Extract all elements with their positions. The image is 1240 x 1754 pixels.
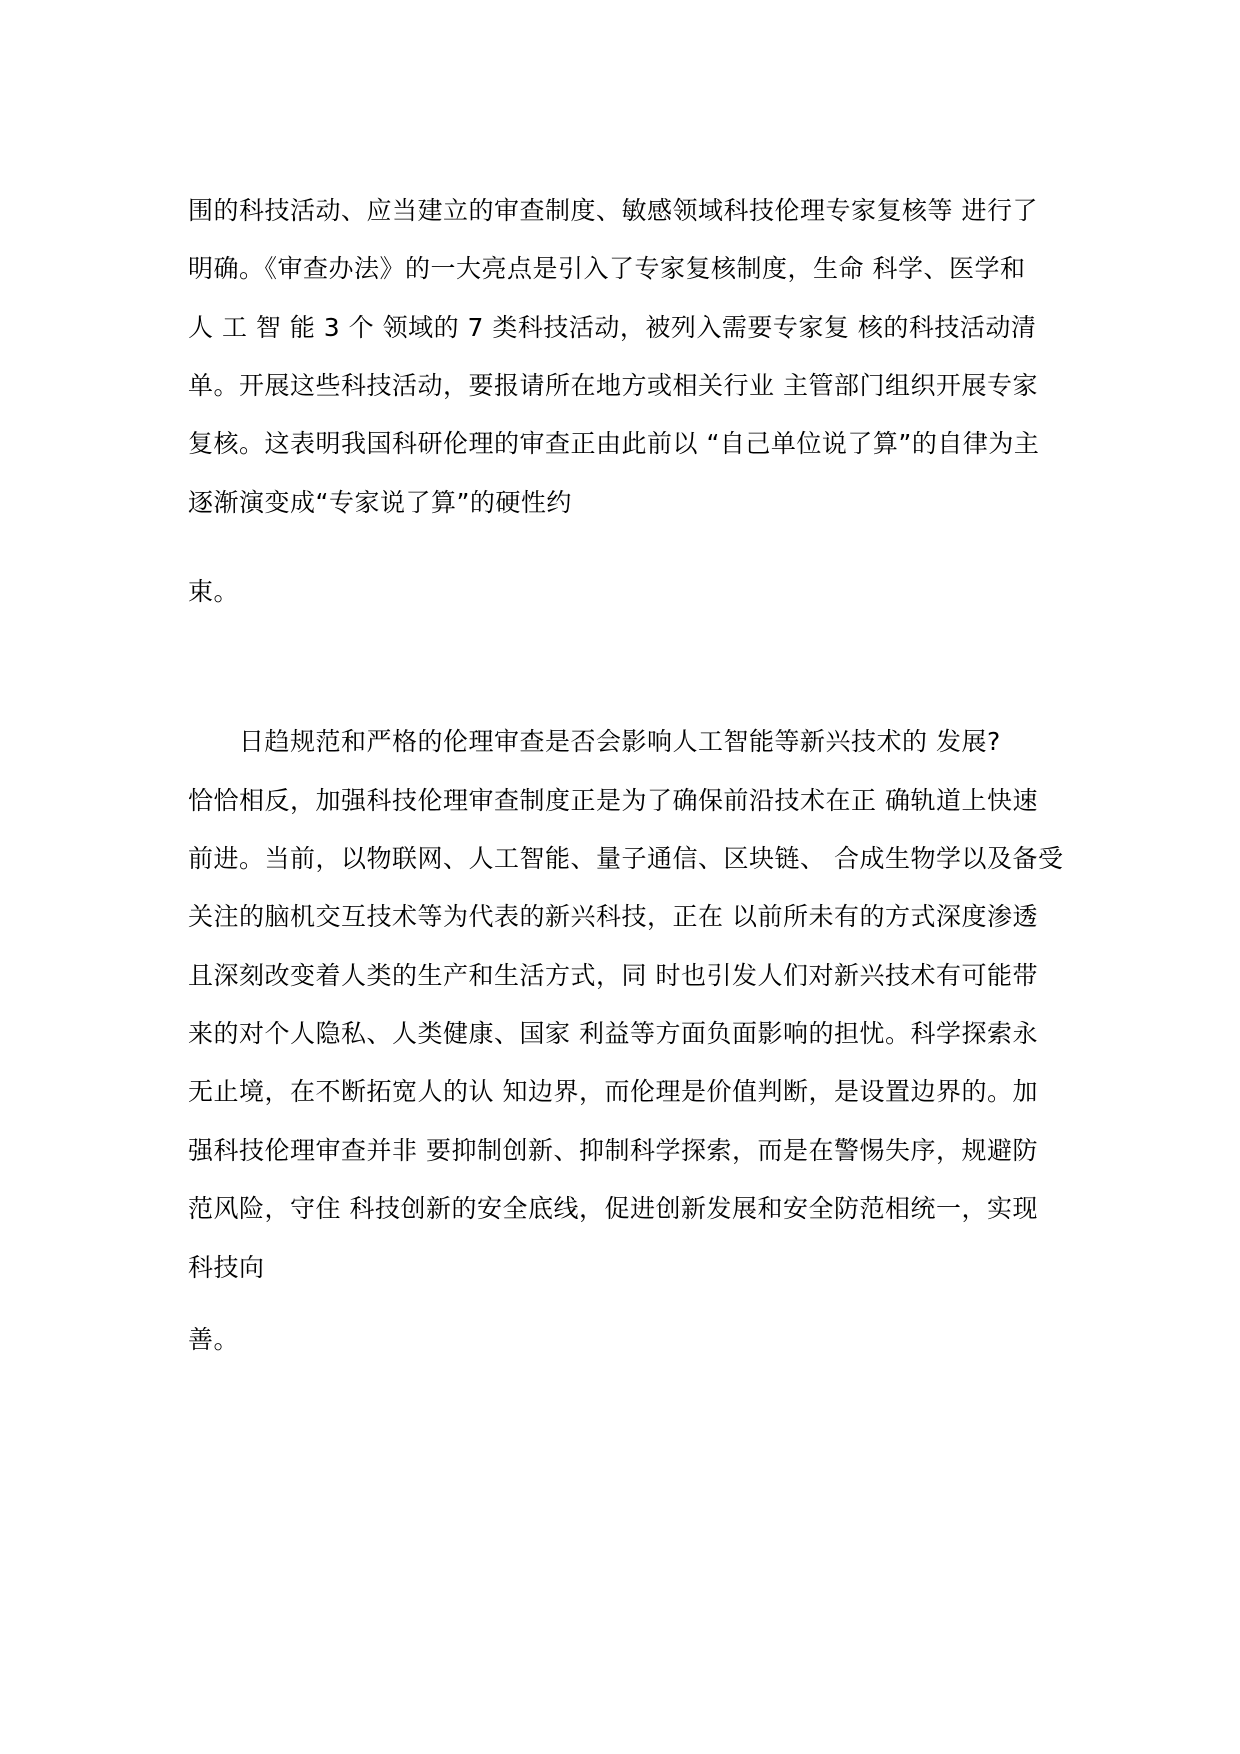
text-line: 科技向: [188, 1253, 265, 1282]
text-line: 强科技伦理审查并非 要抑制创新、抑制科学探索，而是在警惕失序，规避防: [188, 1136, 1038, 1165]
text-line: 明确。《审查办法》的一大亮点是引入了专家复核制度，生命 科学、医学和: [188, 254, 1026, 283]
text-line: 单。开展这些科技活动，要报请所在地方或相关行业 主管部门组织开展专家: [188, 371, 1038, 400]
text-line: 围的科技活动、应当建立的审查制度、敏感领域科技伦理专家复核等 进行了: [188, 196, 1038, 225]
text-line: 关注的脑机交互技术等为代表的新兴科技，正在 以前所未有的方式深度渗透: [188, 902, 1038, 931]
text-line: 善。: [188, 1325, 240, 1354]
text-line: 来的对个人隐私、人类健康、国家 利益等方面负面影响的担忧。科学探索永: [188, 1019, 1038, 1048]
text-line: 复核。这表明我国科研伦理的审查正由此前以 “自己单位说了算”的自律为主: [188, 429, 1040, 458]
text-line: 日趋规范和严格的伦理审查是否会影响人工智能等新兴技术的 发展?: [188, 727, 1001, 756]
text-line: 无止境，在不断拓宽人的认 知边界，而伦理是价值判断，是设置边界的。加: [188, 1077, 1038, 1106]
text-line: 范风险，守住 科技创新的安全底线，促进创新发展和安全防范相统一，实现: [188, 1194, 1038, 1223]
text-line: 人 工 智 能 3 个 领域的 7 类科技活动，被列入需要专家复 核的科技活动清: [188, 313, 1037, 342]
text-line: 前进。当前，以物联网、人工智能、量子通信、区块链、 合成生物学以及备受: [188, 844, 1064, 873]
text-line: 束。: [188, 577, 240, 606]
text-line: 且深刻改变着人类的生产和生活方式，同 时也引发人们对新兴技术有可能带: [188, 961, 1038, 990]
text-line: 恰恰相反，加强科技伦理审查制度正是为了确保前沿技术在正 确轨道上快速: [188, 786, 1038, 815]
text-line: 逐渐演变成“专家说了算”的硬性约: [188, 488, 572, 517]
